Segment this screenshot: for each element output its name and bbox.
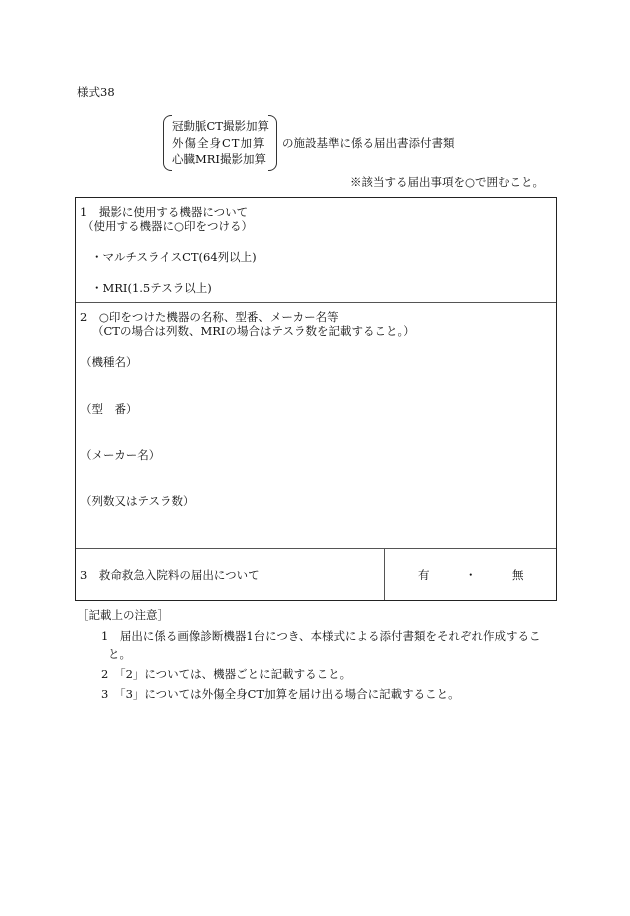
note-item: 2 「2」については、機器ごとに記載すること。: [101, 667, 352, 681]
title-item: 冠動脈CT撮影加算: [172, 119, 269, 133]
section1-heading: 1 撮影に使用する機器について: [80, 205, 249, 219]
instruction: ※該当する届出事項を○で囲むこと。: [350, 175, 545, 189]
row-divider: [76, 302, 556, 303]
title-item: 心臓MRI撮影加算: [172, 152, 266, 166]
option-ct[interactable]: ・マルチスライスCT(64列以上): [91, 250, 257, 264]
title-suffix: の施設基準に係る届出書添付書類: [282, 136, 455, 150]
field-rows-tesla[interactable]: （列数又はテスラ数）: [80, 494, 195, 508]
section3-heading: 3 救命救急入院料の届出について: [80, 568, 260, 582]
column-divider: [384, 548, 385, 600]
notes-heading: ［記載上の注意］: [77, 608, 169, 622]
option-yes[interactable]: 有: [418, 568, 430, 582]
option-no[interactable]: 無: [512, 568, 524, 582]
field-maker[interactable]: （メーカー名）: [80, 448, 161, 462]
row-divider: [76, 548, 556, 549]
field-model-name[interactable]: （機種名）: [80, 355, 138, 369]
right-bracket: [268, 115, 277, 171]
note-item: 3 「3」については外傷全身CT加算を届け出る場合に記載すること。: [101, 687, 460, 701]
field-model-number[interactable]: （型 番）: [80, 402, 138, 416]
form-number: 様式38: [77, 85, 115, 99]
left-bracket: [163, 115, 172, 171]
note-item: 1 届出に係る画像診断機器1台につき、本様式による添付書類をそれぞれ作成するこ: [101, 629, 541, 643]
section2-sub: （CTの場合は列数、MRIの場合はテスラ数を記載すること。）: [92, 324, 415, 338]
section1-sub: （使用する機器に○印をつける）: [82, 219, 254, 233]
option-mri[interactable]: ・MRI(1.5テスラ以上): [91, 281, 212, 295]
note-item-continued: と。: [108, 647, 131, 661]
separator-dot: ・: [465, 568, 477, 582]
section2-heading: 2 ○印をつけた機器の名称、型番、メーカー名等: [80, 310, 339, 324]
title-item: 外傷全身CT加算: [172, 136, 266, 150]
